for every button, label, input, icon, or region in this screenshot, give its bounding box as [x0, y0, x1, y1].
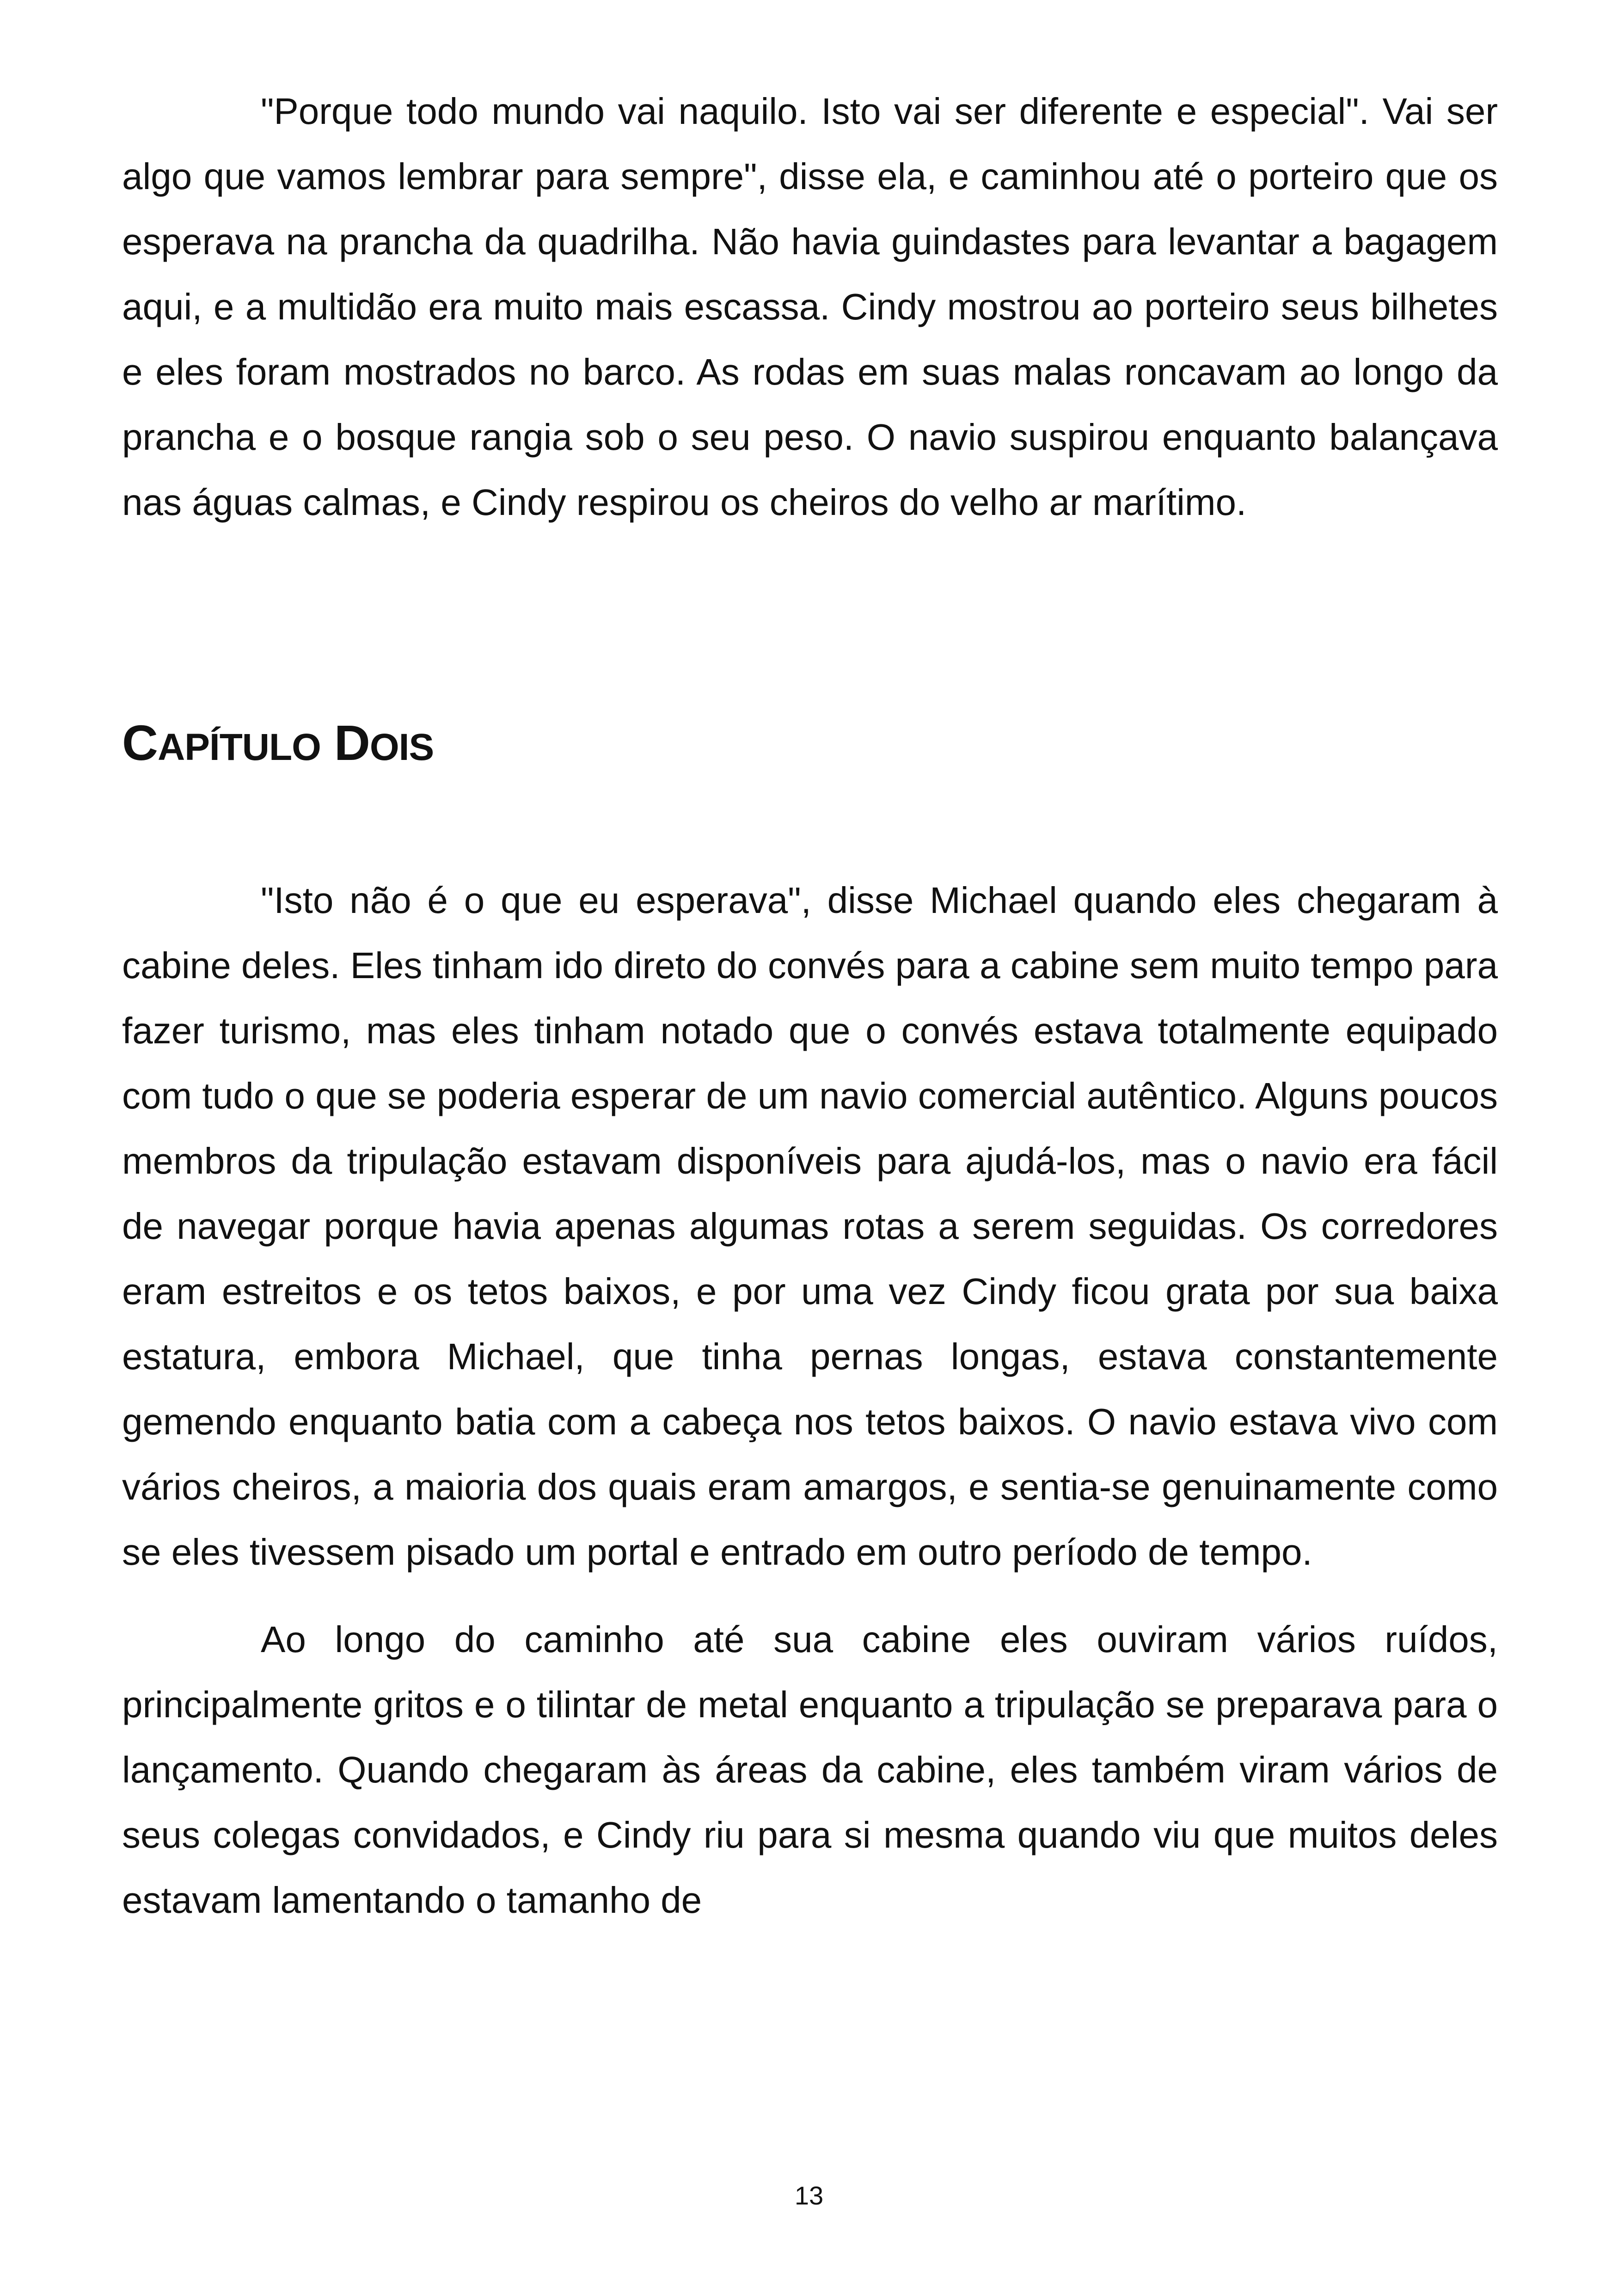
chapter-heading-rest-1: APÍTULO [158, 726, 321, 768]
chapter-heading-initial-2: D [334, 715, 370, 771]
page-number: 13 [794, 2181, 824, 2210]
paragraph: Ao longo do caminho até sua cabine eles ouviram vários ruídos, principalmente gritos e o tilintar de metal enquanto a tripulação se preparava para o lançamento. Quando chegaram às áreas da cabine, eles também viram vários de seus colegas convidados, e Cindy riu para si mesma quando viu que muitos deles estavam lamentando o tamanho de [122, 1619, 1498, 1921]
paragraph: "Isto não é o que eu esperava", disse Michael quando eles chegaram à cabine deles. Eles tinham ido direto do convés para a cabine sem muito tempo para fazer turismo, mas eles tinham notado que o convés estava totalmente equipado com tudo o que se poderia esperar de um navio comercial autêntico. Alguns poucos membros da tripulação estavam disponíveis para ajudá-los, mas o navio era fácil de navegar porque havia apenas algumas rotas a serem seguidas. Os corredores eram estreitos e os tetos baixos, e por uma vez Cindy ficou grata por sua baixa estatura, embora Michael, que tinha pernas longas, estava constantemente gemendo enquanto batia com a cabeça nos tetos baixos. O navio estava vivo com vários cheiros, a maioria dos quais eram amargos, e sentia-se genuinamente como se eles tivessem pisado um portal e entrado em outro período de tempo. [122, 880, 1498, 1573]
paragraph: "Porque todo mundo vai naquilo. Isto vai ser diferente e especial". Vai ser algo que vamos lembrar para sempre", disse ela, e caminhou até o porteiro que os esperava na prancha da quadrilha. Não havia guindastes para levantar a bagagem aqui, e a multidão era muito mais escassa. Cindy mostrou ao porteiro seus bilhetes e eles foram mostrados no barco. As rodas em suas malas roncavam ao longo da prancha e o bosque rangia sob o seu peso. O navio suspirou enquanto balançava nas águas calmas, e Cindy respirou os cheiros do velho ar marítimo. [122, 91, 1498, 523]
page-body [122, 79, 1498, 1933]
chapter-heading-initial-1: C [122, 715, 158, 771]
chapter-heading-rest-2: OIS [369, 726, 434, 768]
chapter-heading [122, 710, 1498, 780]
